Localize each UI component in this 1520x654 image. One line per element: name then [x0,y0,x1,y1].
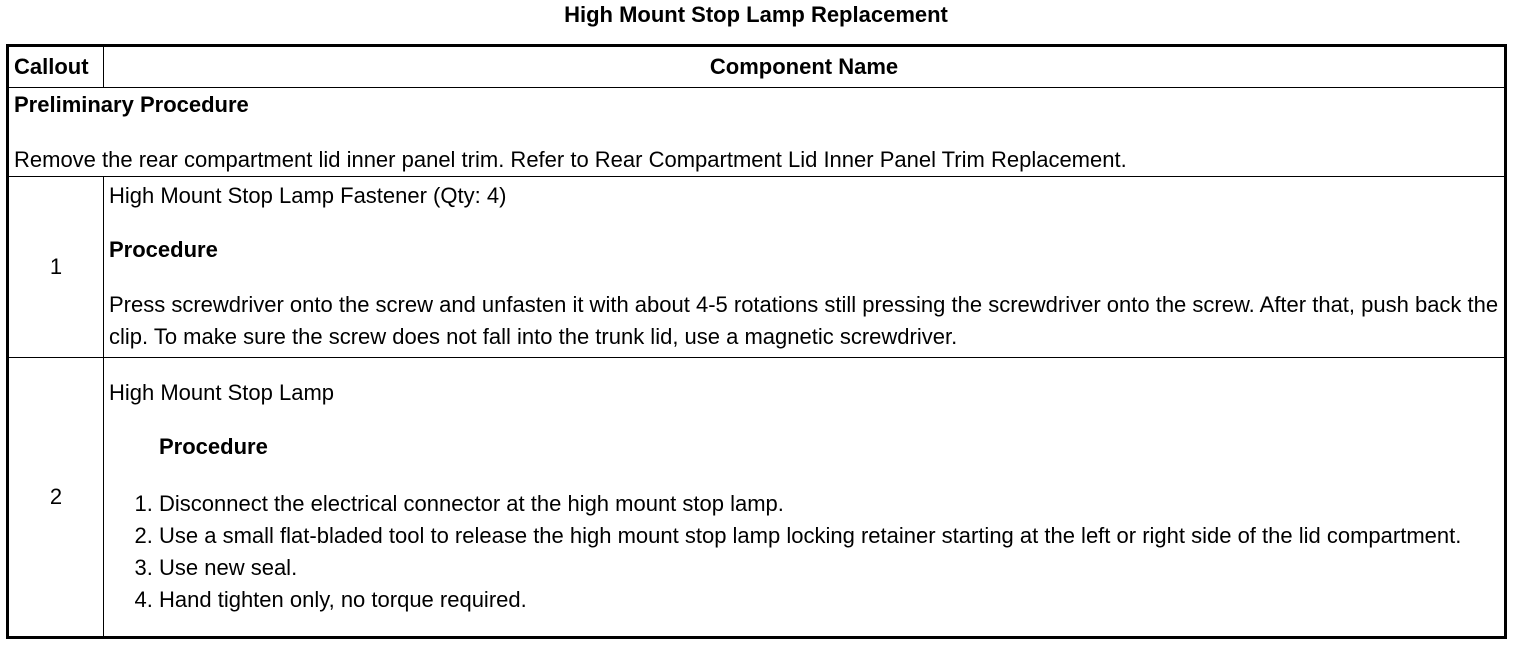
component-name: High Mount Stop Lamp Fastener (Qty: 4) [109,183,507,208]
page-title: High Mount Stop Lamp Replacement [564,2,948,27]
procedure-text: Press screwdriver onto the screw and unfasten it with about 4-5 rotations still pressing the screwdriver onto the screw. After that, push back the clip. To make sure the screw does not fall into the trunk lid, use a magnetic screwdriver. [109,292,1499,349]
component-name: High Mount Stop Lamp [109,380,335,405]
procedure-label: Procedure [109,237,218,262]
preliminary-cell [8,88,1506,177]
procedure-step: 3. Use new seal. [159,552,1499,584]
component-cell [104,177,1506,358]
table-header-row [8,46,1506,88]
procedure-step: 1. Disconnect the electrical connector at the high mount stop lamp. [159,488,1499,520]
table-row [8,358,1506,638]
callout-number: 1 [8,177,104,358]
procedure-steps [109,488,1499,616]
header-component-name: Component Name [104,46,1506,88]
component-cell [104,358,1506,638]
header-callout: Callout [8,46,104,88]
procedure-table [6,44,1507,639]
procedure-step: 4. Hand tighten only, no torque required. [159,584,1499,616]
procedure-label: Procedure [159,434,268,459]
callout-number: 2 [8,358,104,638]
procedure-step: 2. Use a small flat-bladed tool to release the high mount stop lamp locking retainer starting at the left or right side of the lid compartment. [159,520,1499,552]
table-row [8,177,1506,358]
preliminary-text: Remove the rear compartment lid inner panel trim. Refer to Rear Compartment Lid Inner Panel Trim Replacement. [14,146,1127,172]
preliminary-heading: Preliminary Procedure [14,91,249,117]
preliminary-row [8,88,1506,177]
